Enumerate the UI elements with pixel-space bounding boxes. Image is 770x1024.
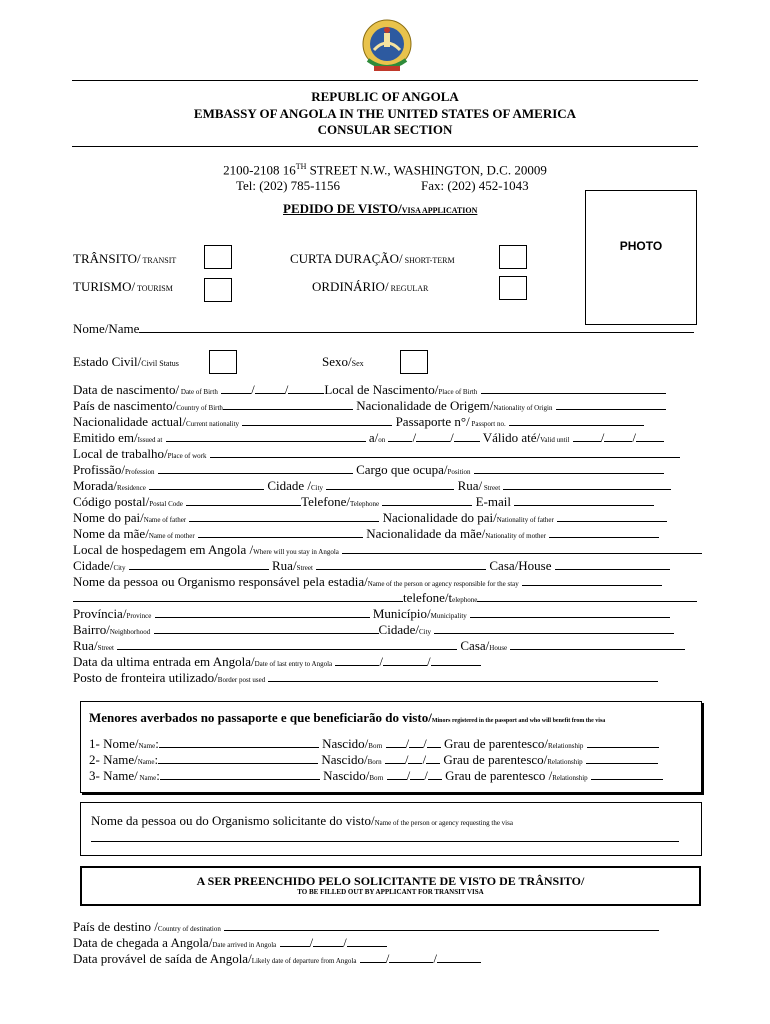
stay-line[interactable]: Local de hospedagem em Angola /Where will you stay in Angola [73, 542, 703, 560]
requester-box[interactable] [80, 802, 702, 856]
neighborhood-line[interactable]: Bairro/Neighborhood Cidade/City [73, 622, 703, 640]
minors-box [80, 701, 702, 793]
short-term-checkbox[interactable] [499, 245, 527, 269]
transit-section-box [80, 866, 701, 906]
embassy-phone: Tel: (202) 785-1156 [236, 178, 341, 193]
minor-row-1[interactable]: 1- Nome/Name: Nascido/Born / / Grau de parentesco/Relationship [89, 736, 659, 752]
street-house-line[interactable]: Rua/Street Casa/House [73, 638, 703, 656]
birth-line[interactable]: Data de nascimento/ Date of Birth / / Local de Nascimento/Place of Birth [73, 382, 703, 400]
sex-checkbox[interactable] [400, 350, 428, 374]
embassy-address: 2100-2108 16TH STREET N.W., WASHINGTON, D.C. 20009 [223, 162, 547, 178]
city-street-house-line[interactable]: Cidade/City Rua/Street Casa/House [73, 558, 703, 576]
option-short-term-label: CURTA DURAÇÃO/ SHORT-TERM [290, 251, 455, 266]
birth-country-line[interactable]: País de nascimento/Country of Birth Nacionalidade de Origem/Nationality of Origin [73, 398, 703, 416]
border-post-line[interactable]: Posto de fronteira utilizado/Border post used [73, 670, 703, 688]
photo-label: PHOTO [619, 239, 663, 253]
mother-line[interactable]: Nome da mãe/Name of mother Nacionalidade da mãe/Nationality of mother [73, 526, 703, 544]
name-field[interactable]: Nome/Name [73, 321, 703, 337]
header-title-2: EMBASSY OF ANGOLA IN THE UNITED STATES OF AMERICA [193, 106, 577, 121]
postal-line[interactable]: Código postal/Postal Code Telefone/Telephone E-mail [73, 494, 703, 512]
option-tourism-label: TURISMO/ TOURISM [73, 279, 173, 294]
residence-line[interactable]: Morada/Residence Cidade /City Rua/ Street [73, 478, 703, 496]
option-regular-label: ORDINÁRIO/ REGULAR [312, 279, 429, 294]
minor-row-2[interactable]: 2- Name/Name: Nascido/Born / / Grau de parentesco/Relationship [89, 752, 658, 768]
civil-status-label: Estado Civil/Civil Status [73, 354, 179, 369]
work-line[interactable]: Local de trabalho/Place of work [73, 446, 703, 464]
province-line[interactable]: Província/Province Município/Municipality [73, 606, 703, 624]
minor-row-3[interactable]: 3- Name/ Name: Nascido/Born / / Grau de parentesco /Relationship [89, 768, 663, 784]
transit-section-subtitle: TO BE FILLED OUT BY APPLICANT FOR TRANSIT VISA [297, 888, 484, 896]
civil-status-checkbox[interactable] [209, 350, 237, 374]
transit-section-title: A SER PREENCHIDO PELO SOLICITANTE DE VISTO DE TRÂNSITO/ [196, 874, 585, 888]
nationality-passport-line[interactable]: Nacionalidade actual/Current nationality Passaporte n°/ Passport no. [73, 414, 703, 432]
destination-line[interactable]: País de destino /Country of destination [73, 919, 703, 937]
departure-line[interactable]: Data provável de saída de Angola/Likely date of departure from Angola / / [73, 951, 703, 969]
father-line[interactable]: Nome do pai/Name of father Nacionalidade do pai/Nationality of father [73, 510, 703, 528]
issued-line[interactable]: Emitido em/Issued at a/on / / Válido até/Valid until / / [73, 430, 703, 448]
header-title-3: CONSULAR SECTION [317, 122, 453, 137]
profession-line[interactable]: Profissão/Profession Cargo que ocupa/Position [73, 462, 703, 480]
arrival-line[interactable]: Data de chegada a Angola/Date arrived in Angola / / [73, 935, 703, 953]
option-transit-label: TRÂNSITO/ TRANSIT [73, 251, 177, 266]
agency-line[interactable]: Nome da pessoa ou Organismo responsável pela estadia/Name of the person or agency responsible for the stay [73, 574, 703, 592]
minors-title: Menores averbados no passaporte e que beneficiarão do visto/Minors registered in the passport and who will benefit from the visa [89, 710, 606, 725]
transit-checkbox[interactable] [204, 245, 232, 269]
agency-phone-line[interactable]: telefone/telephone [73, 590, 703, 608]
photo-box[interactable] [585, 190, 697, 325]
requester-label: Nome da pessoa ou do Organismo solicitante do visto/Name of the person or agency requesting the visa [91, 813, 513, 828]
form-title: PEDIDO DE VISTO/VISA APPLICATION [283, 201, 478, 216]
regular-checkbox[interactable] [499, 276, 527, 300]
last-entry-line[interactable]: Data da ultima entrada em Angola/Date of last entry to Angola / / [73, 654, 703, 672]
requester-input-line[interactable] [91, 841, 679, 842]
embassy-fax: Fax: (202) 452-1043 [421, 178, 529, 193]
header-title-1: REPUBLIC OF ANGOLA [311, 89, 459, 104]
tourism-checkbox[interactable] [204, 278, 232, 302]
angola-coat-of-arms-seal [360, 16, 414, 76]
sex-label: Sexo/Sex [322, 354, 364, 369]
